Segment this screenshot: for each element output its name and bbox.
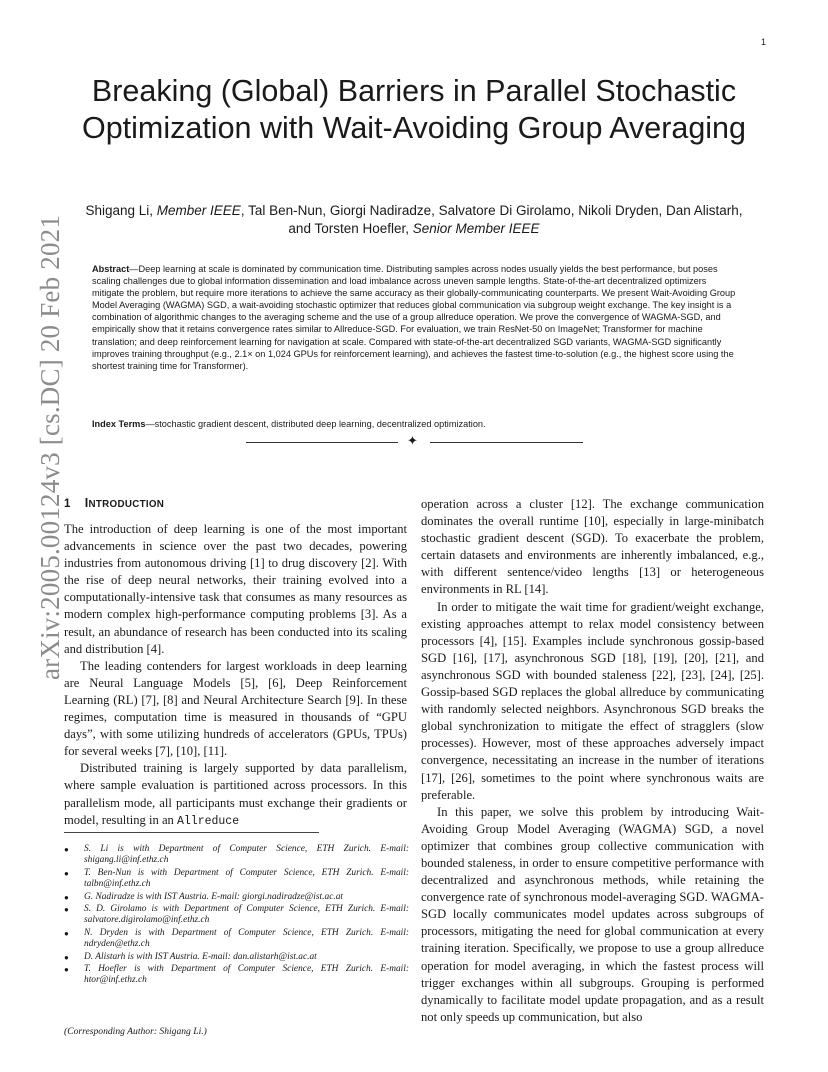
paragraph: The introduction of deep learning is one of the most important advancements in science over the past two decades, powering industries from autonomous driving [1] to drug discovery [2]. With the rise of deep neural networks, their training evolved into a computationally-intensive task that consumes as many resources as modern complex high-performance computing problems [3]. As a result, an abundance of research has been conducted into its scaling and distribution [4]. (64, 522, 407, 656)
author-list (80, 202, 748, 238)
divider-rule-right (430, 442, 583, 443)
left-column (64, 521, 407, 830)
author-role-1: Member IEEE (156, 203, 241, 218)
footnote-text: S. D. Girolamo is with Department of Computer Science, ETH Zurich. E-mail: salvatore.digirolamo@inf.ethz.ch (84, 904, 409, 926)
section-number: 1 (64, 498, 71, 510)
footnote-text: T. Hoefler is with Department of Computer Science, ETH Zurich. E-mail: htor@inf.ethz.ch (84, 964, 409, 986)
footnote-item (64, 844, 409, 867)
footnote-item (64, 904, 409, 927)
abstract-text: —Deep learning at scale is dominated by communication time. Distributing samples across nodes usually yields the best performance, but poses scaling challenges due to global information dissemination and load imbalance across uneven sample lengths. State-of-the-art decentralized optimizers mitigate the problem, but require more iterations to achieve the same accuracy as their globally-communicating counterparts. We present Wait-Avoiding Group Model Averaging (WAGMA) SGD, a wait-avoiding stochastic optimizer that reduces global communication via subgroup weight exchange. The key insight is a combination of algorithmic changes to the averaging scheme and the use of a group allreduce operation. We prove the convergence of WAGMA-SGD, and empirically show that it retains convergence rates similar to Allreduce-SGD. For evaluation, we train ResNet-50 on ImageNet; Transformer for machine translation; and deep reinforcement learning for navigation at scale. Compared with state-of-the-art decentralized SGD variants, WAGMA-SGD significantly improves training throughput (e.g., 2.1× on 1,024 GPUs for reinforcement learning), and achieves the fastest time-to-solution (e.g., the highest score using the shortest training time for Transformer). (92, 264, 736, 371)
abstract (92, 263, 738, 372)
paragraph-text: Distributed training is largely supported by data parallelism, where sample evaluation is partitioned across processors. In this parallelism mode, all participants must exchange their gradients or model, resulting in an (64, 761, 407, 827)
abstract-label: Abstract (92, 264, 130, 274)
paper-title: Breaking (Global) Barriers in Parallel Stochastic Optimization with Wait-Avoiding Group Averaging (82, 74, 746, 145)
inline-code: Allreduce (176, 814, 240, 828)
footnote-text: S. Li is with Department of Computer Science, ETH Zurich. E-mail: shigang.li@inf.ethz.ch (84, 844, 409, 866)
bullet-icon: ● (64, 965, 69, 975)
footnote-text: D. Alistarh is with IST Austria. E-mail: dan.alistarh@ist.ac.at (84, 951, 317, 962)
footnote-item (64, 964, 409, 987)
right-column (421, 496, 764, 1026)
footnote-item (64, 892, 409, 903)
diamond-divider-icon: ✦ (407, 434, 418, 449)
footnote-text: G. Nadiradze is with IST Austria. E-mail: giorgi.nadiradze@ist.ac.at (84, 891, 343, 902)
index-terms (92, 418, 738, 430)
author-role-2: Senior Member IEEE (412, 221, 540, 236)
divider-rule-left (246, 442, 398, 443)
authors-text-1: Shigang Li, (85, 203, 157, 218)
corresponding-author-note: (Corresponding Author: Shigang Li.) (64, 1026, 207, 1037)
paragraph: operation across a cluster [12]. The exchange communication dominates the overall runtime [10], especially in large-minibatch stochastic gradient descent (SGD). To exacerbate the problem, certain datasets and environments are inherently imbalanced, e.g., with different sentence/video lengths [13] or heterogeneous environments in RL [14]. (421, 497, 764, 597)
section-title-rest: NTRODUCTION (88, 499, 165, 510)
footnote-rule (64, 832, 319, 833)
footnote-item (64, 868, 409, 891)
paragraph (64, 760, 407, 829)
footnote-item (64, 952, 409, 963)
arxiv-identifier-stamp: arXiv:2005.00124v3 [cs.DC] 20 Feb 2021 (35, 214, 65, 680)
index-terms-label: Index Terms (92, 419, 146, 429)
footnote-text: T. Ben-Nun is with Department of Computer Science, ETH Zurich. E-mail: talbn@inf.ethz.ch (84, 867, 409, 890)
paragraph: The leading contenders for largest workloads in deep learning are Neural Language Models [5], [6], Deep Reinforcement Learning (RL) [7], [8] and Neural Architecture Search [9]. In these regimes, computation time is measured in thousands of “GPU days”, with some utilizing hundreds of accelerators (GPUs, TPUs) for several weeks [7], [10], [11]. (64, 658, 407, 759)
bullet-icon: ● (64, 892, 69, 902)
bullet-icon: ● (64, 905, 69, 915)
section-title-initial: I (84, 496, 89, 510)
bullet-icon: ● (64, 928, 69, 938)
index-terms-text: —stochastic gradient descent, distributed deep learning, decentralized optimization. (145, 419, 486, 429)
footnote-item (64, 928, 409, 951)
section-heading-introduction (64, 496, 164, 510)
affiliation-footnotes (64, 844, 409, 988)
footnote-text: N. Dryden is with Department of Computer Science, ETH Zurich. E-mail: ndryden@ethz.ch (84, 927, 409, 950)
authors-text-2: , Tal Ben-Nun, Giorgi Nadiradze, Salvatore Di Girolamo, Nikoli Dryden, Dan Alistarh, and Torsten Hoefler, (240, 203, 743, 236)
page-number: 1 (760, 37, 766, 47)
bullet-icon: ● (64, 952, 69, 962)
bullet-icon: ● (64, 868, 69, 878)
paragraph: In this paper, we solve this problem by introducing Wait-Avoiding Group Model Averaging (WAGMA) SGD, a novel optimizer that combines group collective communication with bounded staleness, in order to ensure competitive performance with decentralized and asynchronous methods, while retaining the convergence rate of synchronous model-averaging SGD. WAGMA-SGD locally communicates model updates across subgroups of processors, mitigating the need for global communication at every training iteration. Specifically, we propose to use a group allreduce operation for model averaging, in which the fastest process will trigger exchanges within all subgroups. Grouping is performed dynamically to facilitate model update propagation, and as a result not only speeds up communication, but also (421, 804, 764, 1024)
paragraph: In order to mitigate the wait time for gradient/weight exchange, existing approaches attempt to relax model consistency between processors [4], [15]. Examples include synchronous gossip-based SGD [16], [17], asynchronous SGD [18], [19], [20], [21], and asynchronous SGD with bounded staleness [22], [23], [24], [25]. Gossip-based SGD replaces the global allreduce by communicating with randomly selected neighbors. Asynchronous SGD breaks the global synchronization to mitigate the effect of stragglers (slow processes). However, most of these approaches adversely impact convergence, necessitating an increase in the number of iterations [17], [26], sometimes to the point where synchronous waits are preferable. (421, 599, 764, 802)
bullet-icon: ● (64, 845, 69, 854)
